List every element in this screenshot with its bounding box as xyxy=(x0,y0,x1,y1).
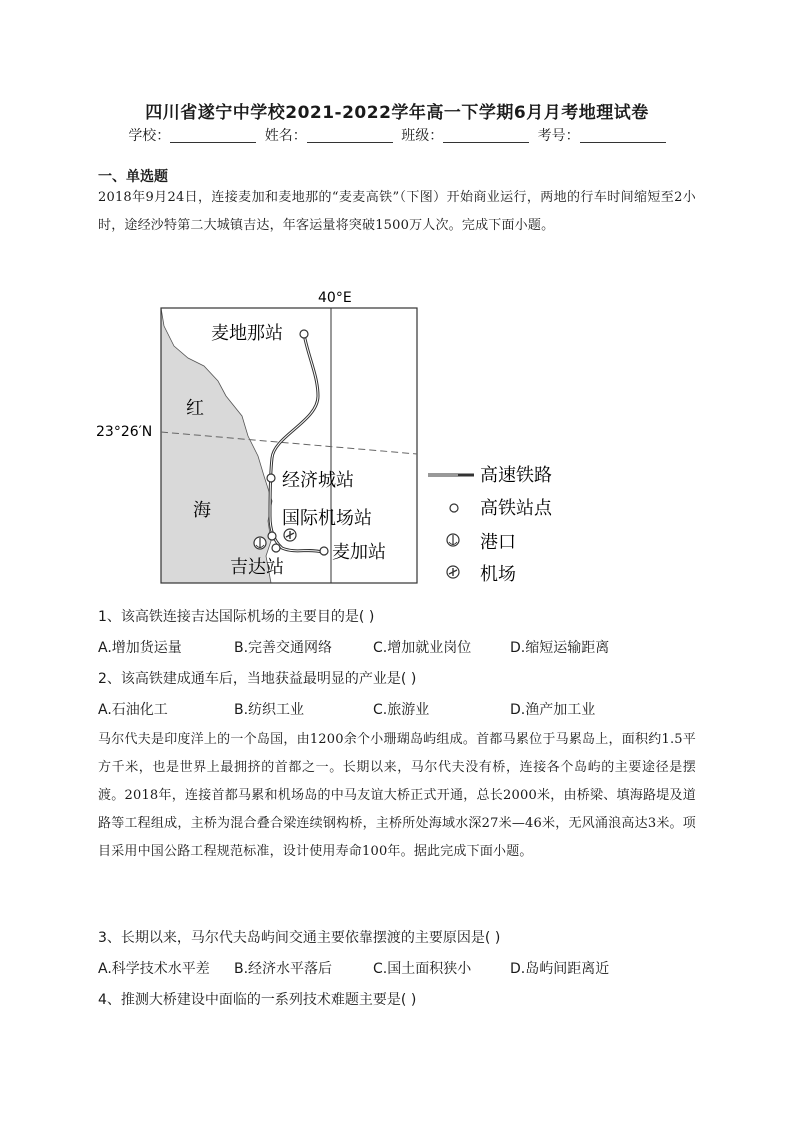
question-1-stem: 1、该高铁连接吉达国际机场的主要目的是( ) xyxy=(98,609,375,625)
legend-station-label: 高铁站点 xyxy=(480,498,552,519)
medina-station-label: 麦地那站 xyxy=(211,323,283,344)
q1-option-d[interactable]: D.缩短运输距离 xyxy=(510,640,610,656)
q3-option-c[interactable]: C.国土面积狭小 xyxy=(373,961,472,977)
question-2-stem: 2、该高铁建成通车后，当地获益最明显的产业是( ) xyxy=(98,671,417,687)
legend-port-label: 港口 xyxy=(480,532,516,553)
legend-rail-label: 高速铁路 xyxy=(480,465,552,486)
economic-city-station-dot xyxy=(267,474,275,482)
question-3-stem: 3、长期以来，马尔代夫岛屿间交通主要依靠摆渡的主要原因是( ) xyxy=(98,930,501,946)
q1-option-a[interactable]: A.增加货运量 xyxy=(98,640,182,656)
sea-label-1: 红 xyxy=(186,398,204,419)
q3-option-b[interactable]: B.经济水平落后 xyxy=(234,961,333,977)
exam-number-blank[interactable] xyxy=(580,128,666,143)
q2-option-b[interactable]: B.纺织工业 xyxy=(234,702,305,718)
exam-number-label: 考号： xyxy=(537,128,580,144)
mecca-station-label: 麦加站 xyxy=(332,542,386,563)
mecca-station-dot xyxy=(320,547,328,555)
q2-option-d[interactable]: D.渔产加工业 xyxy=(510,702,596,718)
name-blank[interactable] xyxy=(307,128,393,143)
question-4-stem: 4、推测大桥建设中面临的一系列技术难题主要是( ) xyxy=(98,992,417,1008)
q1-option-b[interactable]: B.完善交通网络 xyxy=(234,640,333,656)
port-anchor-icon xyxy=(254,537,266,549)
name-label: 姓名： xyxy=(264,128,307,144)
school-label: 学校： xyxy=(128,128,171,144)
student-info-line xyxy=(0,125,794,145)
q1-option-c[interactable]: C.增加就业岗位 xyxy=(373,640,472,656)
passage-2: 马尔代夫是印度洋上的一个岛国，由1200余个小珊瑚岛屿组成。首都马累位于马累岛上，面积约1.5平方千米，也是世界上最拥挤的首都之一。长期以来，马尔代夫没有桥，连接各个岛屿的主要途径是摆渡。2018年，连接首都马累和机场岛的中马友谊大桥正式开通，总长2000米，由桥梁、填海路堤及道路等工程组成，主桥为混合叠合梁连续钢构桥，主桥所处海域水深27米—46米，无风涌浪高达3米。项目采用中国公路工程规范标准，设计使用寿命100年。据此完成下面小题。 xyxy=(98,732,696,859)
latitude-label: 23°26′N xyxy=(96,424,153,440)
q3-option-d[interactable]: D.岛屿间距离近 xyxy=(510,961,610,977)
medina-station-dot xyxy=(300,330,308,338)
legend-airport-icon xyxy=(447,566,459,578)
longitude-label: 40°E xyxy=(318,290,352,306)
class-blank[interactable] xyxy=(443,128,529,143)
airport-plane-icon xyxy=(284,529,296,541)
section-heading: 一、单选题 xyxy=(98,169,168,185)
q2-option-c[interactable]: C.旅游业 xyxy=(373,702,430,718)
economic-city-station-label: 经济城站 xyxy=(282,470,354,491)
exam-title: 四川省遂宁中学校2021-2022学年高一下学期6月月考地理试卷 xyxy=(145,103,649,123)
railway-map xyxy=(96,286,576,586)
passage-1: 2018年9月24日，连接麦加和麦地那的“麦麦高铁”（下图）开始商业运行，两地的行车时间缩短至2小时，途经沙特第二大城镇吉达，年客运量将突破1500万人次。完成下面小题。 xyxy=(98,190,696,233)
jeddah-station-dot xyxy=(272,544,280,552)
q2-option-a[interactable]: A.石油化工 xyxy=(98,702,168,718)
jeddah-station-label: 吉达站 xyxy=(230,557,284,578)
school-blank[interactable] xyxy=(170,128,256,143)
airport-station-label: 国际机场站 xyxy=(282,508,372,529)
class-label: 班级： xyxy=(401,128,444,144)
legend xyxy=(428,465,553,585)
q3-option-a[interactable]: A.科学技术水平差 xyxy=(98,961,210,977)
sea-label-2: 海 xyxy=(193,500,211,521)
legend-port-icon xyxy=(447,534,459,546)
legend-airport-label: 机场 xyxy=(480,564,516,585)
airport-station-dot xyxy=(268,532,276,540)
